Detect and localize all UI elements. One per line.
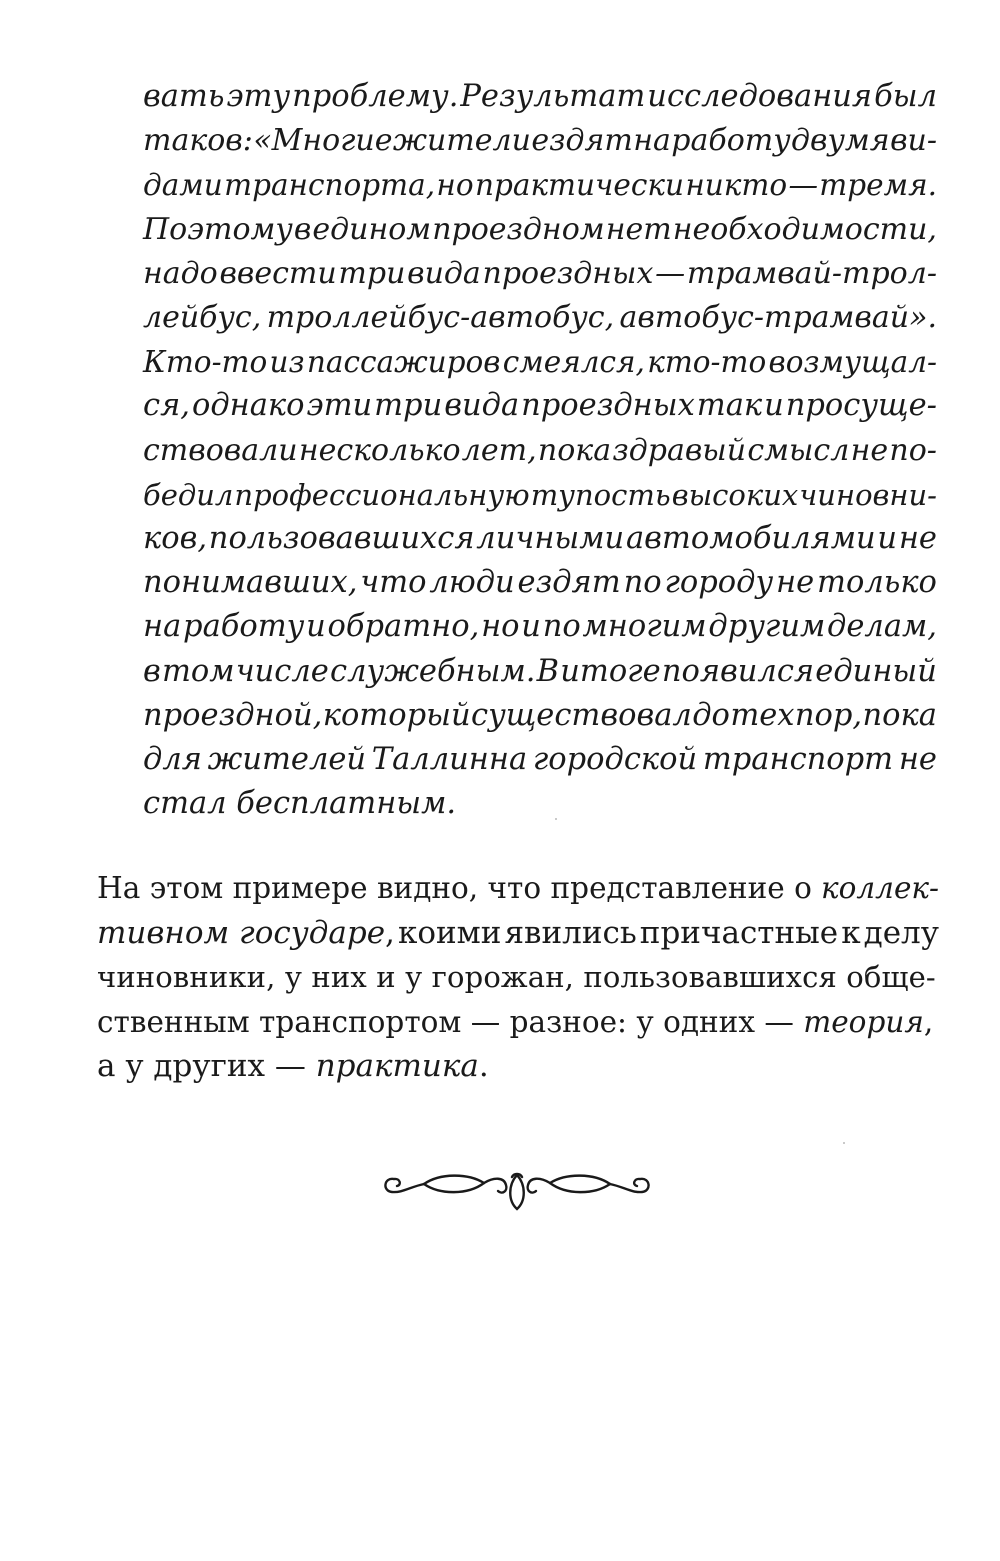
quote-word: и bbox=[764, 388, 784, 424]
quote-word: высоких bbox=[671, 477, 799, 512]
quote-word: пока bbox=[537, 432, 612, 468]
quote-word: лет, bbox=[461, 432, 537, 468]
quote-word: — bbox=[788, 168, 818, 203]
quote-line-5 bbox=[143, 252, 937, 296]
quote-word: — bbox=[655, 255, 686, 291]
quote-line-14 bbox=[143, 650, 937, 694]
quote-line-13 bbox=[143, 605, 937, 649]
quote-word: эти bbox=[306, 388, 373, 424]
quote-word: пор, bbox=[794, 697, 863, 733]
paragraph-line-5-text: а у других — bbox=[97, 1048, 306, 1085]
quote-word: вида bbox=[444, 388, 520, 424]
quote-word: проездном bbox=[432, 211, 605, 247]
quote-word: проездной, bbox=[143, 697, 323, 733]
quote-word: ездят bbox=[531, 123, 633, 159]
quote-word: так bbox=[696, 388, 763, 424]
paragraph-word: явились bbox=[504, 914, 637, 951]
quote-line-3 bbox=[143, 163, 937, 207]
quote-word: только bbox=[817, 565, 937, 601]
quote-word: дами bbox=[143, 168, 223, 203]
quote-word: по- bbox=[889, 432, 937, 468]
quote-word: Поэтому bbox=[143, 211, 293, 247]
quote-word: проблему. bbox=[292, 79, 459, 114]
quote-word: транспорта, bbox=[224, 168, 436, 203]
quote-word: необходимости, bbox=[672, 211, 937, 247]
quote-word: практически bbox=[474, 168, 684, 203]
quote-word: ездят bbox=[517, 565, 621, 601]
quote-line-11 bbox=[143, 517, 937, 561]
quote-word: исследования bbox=[647, 79, 873, 114]
quote-word: здравый bbox=[612, 432, 747, 468]
paragraph-line-4-comma: , bbox=[923, 1004, 934, 1039]
quote-word: единый bbox=[815, 653, 937, 689]
quote-word: пассажиров bbox=[306, 345, 501, 380]
quote-word: ввести bbox=[219, 255, 337, 291]
quote-word: едином bbox=[312, 211, 432, 247]
quote-word: люди bbox=[429, 565, 515, 601]
quote-word: тупость bbox=[530, 477, 671, 512]
quote-word: В bbox=[536, 653, 560, 689]
quote-word: городской bbox=[532, 742, 698, 778]
quote-word: по bbox=[542, 609, 581, 645]
quote-word: жители bbox=[392, 123, 531, 159]
paper-speck bbox=[843, 1142, 845, 1144]
paragraph-line-2-text bbox=[385, 911, 939, 956]
paragraph-line-5-period: . bbox=[478, 1048, 489, 1085]
quote-word: «Многие bbox=[253, 123, 393, 159]
quote-word: и bbox=[306, 609, 326, 645]
quote-word: том bbox=[161, 653, 235, 689]
quote-word: по bbox=[623, 565, 662, 601]
quote-word: обратно, bbox=[327, 609, 480, 645]
paper-speck bbox=[555, 818, 557, 820]
quote-word: нет bbox=[605, 211, 672, 247]
quote-word: тех bbox=[730, 697, 795, 733]
quote-word: не bbox=[776, 565, 815, 601]
quote-word: был bbox=[874, 79, 937, 114]
quote-line-2 bbox=[143, 119, 937, 163]
quote-word: несколько bbox=[298, 432, 461, 468]
quote-line-6 bbox=[143, 296, 937, 340]
quote-word: Результат bbox=[460, 79, 646, 114]
quote-word: и bbox=[877, 521, 898, 557]
quote-word: трамвай-трол- bbox=[686, 255, 937, 291]
quote-line-16 bbox=[143, 738, 937, 782]
quote-word: служебным. bbox=[330, 653, 536, 689]
quote-word: но bbox=[481, 609, 520, 645]
quote-word: ся, bbox=[143, 388, 190, 424]
paragraph-word: причастные bbox=[639, 914, 839, 951]
quote-word: автомобилями bbox=[625, 521, 876, 557]
quote-word: на bbox=[143, 609, 182, 645]
quote-word: из bbox=[269, 345, 305, 380]
quote-word: ков, bbox=[143, 521, 208, 557]
quote-word: однако bbox=[191, 388, 305, 424]
emphasis-kollek: коллек- bbox=[821, 871, 939, 905]
quote-word: не bbox=[850, 432, 889, 468]
quote-word: делам, bbox=[827, 609, 937, 645]
quote-word: кто-то bbox=[647, 345, 767, 380]
quote-word: работу bbox=[183, 609, 305, 645]
quote-word: три bbox=[374, 388, 443, 424]
quote-word: числе bbox=[235, 653, 329, 689]
quote-word: троллейбус-автобус, bbox=[266, 300, 615, 336]
emphasis-teoriya: теория bbox=[803, 1004, 924, 1039]
quote-word: но bbox=[436, 168, 474, 203]
quote-word: не bbox=[898, 521, 937, 557]
quote-word: просуще- bbox=[785, 388, 937, 424]
quote-word: на bbox=[633, 123, 671, 159]
quote-word: двумя bbox=[791, 123, 890, 159]
quote-word: возмущал- bbox=[768, 345, 937, 380]
quote-line-9 bbox=[143, 429, 937, 473]
quote-word: работу bbox=[671, 123, 791, 159]
quote-word: до bbox=[692, 697, 730, 733]
quote-word: и bbox=[521, 609, 541, 645]
quote-word: жителей bbox=[207, 742, 367, 778]
quote-word: Кто-то bbox=[143, 345, 268, 380]
quote-word: надо bbox=[143, 255, 218, 291]
quote-word: существовал bbox=[471, 697, 692, 733]
quote-word: понимавших, bbox=[143, 565, 358, 601]
quote-word: ви- bbox=[890, 123, 937, 159]
paragraph-word: к bbox=[841, 914, 861, 951]
quote-word: личными bbox=[476, 521, 625, 557]
quote-line-7 bbox=[143, 340, 937, 384]
quote-word: итоге bbox=[560, 653, 661, 689]
quote-word: пока bbox=[862, 697, 937, 733]
paragraph-word: делу bbox=[863, 914, 939, 951]
quote-word: не bbox=[898, 742, 937, 778]
quote-word: тремя. bbox=[819, 168, 937, 203]
quote-word: эту bbox=[226, 79, 291, 114]
paragraph-line-5 bbox=[97, 1044, 939, 1089]
quote-word: появился bbox=[661, 653, 815, 689]
quote-word: городу bbox=[664, 565, 774, 601]
quote-word: таков: bbox=[143, 123, 253, 159]
quote-word: транспорт bbox=[702, 742, 894, 778]
quote-word: чиновни- bbox=[799, 477, 937, 512]
paragraph-line-4 bbox=[97, 1000, 939, 1045]
quote-word: ствовали bbox=[143, 432, 298, 468]
quote-word: в bbox=[293, 211, 312, 247]
quote-word: никто bbox=[685, 168, 788, 203]
quote-word: проездных bbox=[521, 388, 695, 424]
paragraph-line-1-text: На этом примере видно, что представление о bbox=[97, 871, 812, 905]
quote-word: что bbox=[360, 565, 427, 601]
paragraph-word: коими bbox=[397, 914, 502, 951]
quote-line-1 bbox=[143, 75, 937, 119]
paragraph-line-1 bbox=[97, 866, 939, 911]
paragraph-line-4-text: ственным транспортом — разное: у одних — bbox=[97, 1004, 794, 1039]
quote-line-10 bbox=[143, 473, 937, 517]
quote-line-15 bbox=[143, 694, 937, 738]
paragraph-line-3: чиновники, у них и у горожан, пользовавшихся обще- bbox=[97, 960, 936, 995]
quote-word: вать bbox=[143, 79, 225, 114]
vignette-scroll-icon bbox=[380, 1157, 654, 1215]
quote-word: в bbox=[143, 653, 161, 689]
quote-line-4 bbox=[143, 208, 937, 252]
quote-line-8 bbox=[143, 384, 937, 428]
quote-word: многим bbox=[582, 609, 707, 645]
quote-word: другим bbox=[708, 609, 826, 645]
quote-word: смеялся, bbox=[502, 345, 645, 380]
quote-word: Таллинна bbox=[371, 742, 528, 778]
quote-word: три bbox=[338, 255, 406, 291]
quote-word: автобус-трамвай». bbox=[619, 300, 937, 336]
quote-word: проездных bbox=[482, 255, 654, 291]
quote-word: лейбус, bbox=[143, 300, 262, 336]
paragraph-line-2 bbox=[97, 911, 939, 956]
quote-word: профессиональную bbox=[234, 477, 530, 512]
emphasis-praktika: практика bbox=[315, 1048, 479, 1085]
quoted-passage bbox=[143, 75, 937, 826]
quote-line-12 bbox=[143, 561, 937, 605]
emphasis-kollektivnom-gosudare: тивном государе bbox=[97, 914, 386, 951]
quote-line-last: стал бесплатным. bbox=[143, 786, 457, 822]
quote-word: смысл bbox=[747, 432, 850, 468]
quote-word: бедил bbox=[143, 477, 234, 512]
quote-word: который bbox=[322, 697, 471, 733]
quote-word: вида bbox=[407, 255, 481, 291]
quote-word: для bbox=[143, 742, 202, 778]
paragraph-word: , bbox=[385, 914, 395, 951]
quote-word: пользовавшихся bbox=[208, 521, 475, 557]
main-paragraph bbox=[97, 866, 939, 1089]
